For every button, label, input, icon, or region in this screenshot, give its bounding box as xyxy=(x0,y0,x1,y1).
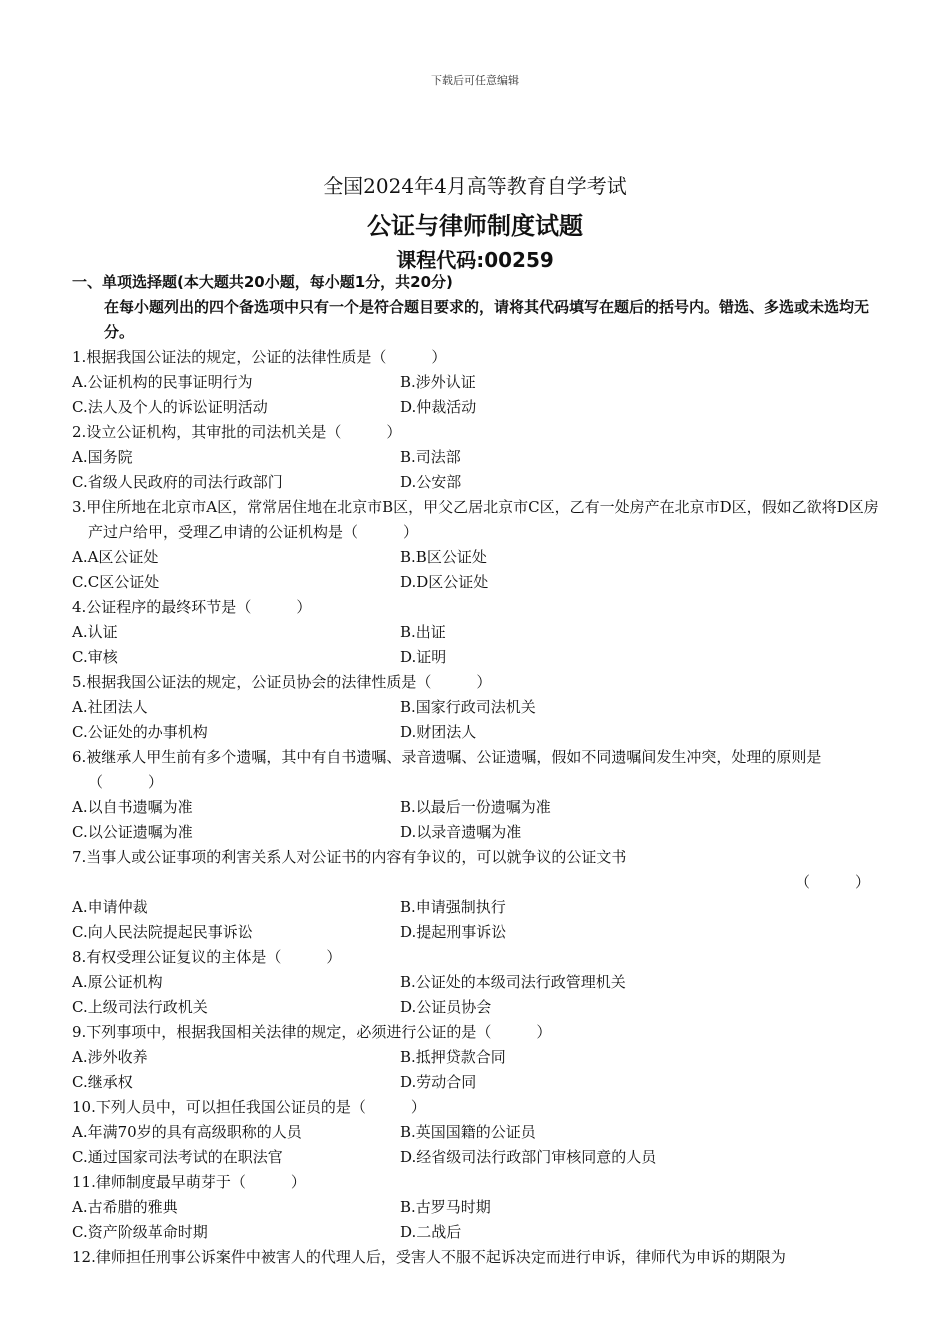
option-c: C.C区公证处 xyxy=(72,573,160,591)
question-9: 9.下列事项中，根据我国相关法律的规定，必须进行公证的是（ ） xyxy=(72,1023,552,1041)
options-1a xyxy=(72,370,880,395)
option-a: A.以自书遗嘱为准 xyxy=(72,798,193,816)
question-5: 5.根据我国公证法的规定，公证员协会的法律性质是（ ） xyxy=(72,673,492,691)
options-5a xyxy=(72,695,880,720)
option-d: D.二战后 xyxy=(400,1223,462,1241)
option-c: C.审核 xyxy=(72,648,118,666)
option-b: B.B区公证处 xyxy=(400,548,487,566)
options-11a xyxy=(72,1195,880,1220)
option-b: B.申请强制执行 xyxy=(400,898,506,916)
options-5b xyxy=(72,720,880,745)
option-a: A.古希腊的雅典 xyxy=(72,1198,178,1216)
section-instruction: 在每小题列出的四个备选项中只有一个是符合题目要求的，请将其代码填写在题后的括号内。错选、多选或未选均无分。 xyxy=(104,298,870,341)
option-c: C.以公证遗嘱为准 xyxy=(72,823,193,841)
option-a: A.公证机构的民事证明行为 xyxy=(72,373,253,391)
option-b: B.国家行政司法机关 xyxy=(400,698,536,716)
option-c: C.法人及个人的诉讼证明活动 xyxy=(72,398,268,416)
header-note: 下载后可任意编辑 xyxy=(431,74,519,87)
options-10a xyxy=(72,1120,880,1145)
options-9a xyxy=(72,1045,880,1070)
answer-paren: （ ） xyxy=(794,873,870,891)
option-a: A.认证 xyxy=(72,623,118,641)
option-a: A.社团法人 xyxy=(72,698,148,716)
option-a: A.年满70岁的具有高级职称的人员 xyxy=(72,1123,302,1141)
option-b: B.抵押贷款合同 xyxy=(400,1048,506,1066)
option-d: D.经省级司法行政部门审核同意的人员 xyxy=(400,1148,657,1166)
options-2a xyxy=(72,445,880,470)
question-body xyxy=(72,270,880,1270)
question-2: 2.设立公证机构，其审批的司法机关是（ ） xyxy=(72,423,402,441)
options-2b xyxy=(72,470,880,495)
option-d: D.财团法人 xyxy=(400,723,477,741)
option-b: B.司法部 xyxy=(400,448,461,466)
option-b: B.古罗马时期 xyxy=(400,1198,491,1216)
option-c: C.向人民法院提起民事诉讼 xyxy=(72,923,253,941)
option-a: A.国务院 xyxy=(72,448,133,466)
question-4: 4.公证程序的最终环节是（ ） xyxy=(72,598,312,616)
options-4b xyxy=(72,645,880,670)
question-11: 11.律师制度最早萌芽于（ ） xyxy=(72,1173,306,1191)
option-d: D.仲裁活动 xyxy=(400,398,477,416)
question-10: 10.下列人员中，可以担任我国公证员的是（ ） xyxy=(72,1098,426,1116)
question-3: 3.甲住所地在北京市A区，常常居住地在北京市B区，甲父乙居北京市C区，乙有一处房产在北京市D区，假如乙欲将D区房产过户给甲，受理乙申请的公证机构是（ ） xyxy=(72,498,879,541)
options-3b xyxy=(72,570,880,595)
option-c: C.通过国家司法考试的在职法官 xyxy=(72,1148,283,1166)
option-b: B.涉外认证 xyxy=(400,373,476,391)
options-7b xyxy=(72,920,880,945)
option-c: C.资产阶级革命时期 xyxy=(72,1223,208,1241)
question-6: 6.被继承人甲生前有多个遗嘱，其中有自书遗嘱、录音遗嘱、公证遗嘱，假如不同遗嘱间发生冲突，处理的原则是（ ） xyxy=(72,748,822,791)
option-d: D.提起刑事诉讼 xyxy=(400,923,507,941)
options-9b xyxy=(72,1070,880,1095)
exam-title: 全国2024年4月高等教育自学考试 xyxy=(323,174,627,198)
options-4a xyxy=(72,620,880,645)
options-3a xyxy=(72,545,880,570)
options-7a xyxy=(72,895,880,920)
option-c: C.上级司法行政机关 xyxy=(72,998,208,1016)
option-b: B.英国国籍的公证员 xyxy=(400,1123,536,1141)
option-b: B.以最后一份遗嘱为准 xyxy=(400,798,551,816)
section-title: 一、单项选择题(本大题共20小题，每小题1分，共20分) xyxy=(72,273,453,291)
options-6b xyxy=(72,820,880,845)
course-code: 课程代码:00259 xyxy=(396,248,554,272)
option-b: B.公证处的本级司法行政管理机关 xyxy=(400,973,626,991)
option-d: D.公证员协会 xyxy=(400,998,492,1016)
option-c: C.省级人民政府的司法行政部门 xyxy=(72,473,283,491)
option-c: C.继承权 xyxy=(72,1073,133,1091)
options-8b xyxy=(72,995,880,1020)
option-d: D.证明 xyxy=(400,648,447,666)
options-1b xyxy=(72,395,880,420)
option-a: A.原公证机构 xyxy=(72,973,163,991)
options-11b xyxy=(72,1220,880,1245)
option-c: C.公证处的办事机构 xyxy=(72,723,208,741)
options-8a xyxy=(72,970,880,995)
question-1: 1.根据我国公证法的规定，公证的法律性质是（ ） xyxy=(72,348,447,366)
option-a: A.涉外收养 xyxy=(72,1048,148,1066)
question-7: 7.当事人或公证事项的利害关系人对公证书的内容有争议的，可以就争议的公证文书 xyxy=(72,848,627,866)
options-6a xyxy=(72,795,880,820)
option-a: A.申请仲裁 xyxy=(72,898,148,916)
paper-title: 公证与律师制度试题 xyxy=(367,212,583,240)
option-a: A.A区公证处 xyxy=(72,548,159,566)
option-b: B.出证 xyxy=(400,623,446,641)
option-d: D.劳动合同 xyxy=(400,1073,477,1091)
option-d: D.以录音遗嘱为准 xyxy=(400,823,522,841)
option-d: D.公安部 xyxy=(400,473,462,491)
question-8: 8.有权受理公证复议的主体是（ ） xyxy=(72,948,342,966)
question-12: 12.律师担任刑事公诉案件中被害人的代理人后，受害人不服不起诉决定而进行申诉，律师代为申诉的期限为 xyxy=(72,1248,786,1266)
option-d: D.D区公证处 xyxy=(400,573,489,591)
options-10b xyxy=(72,1145,880,1170)
